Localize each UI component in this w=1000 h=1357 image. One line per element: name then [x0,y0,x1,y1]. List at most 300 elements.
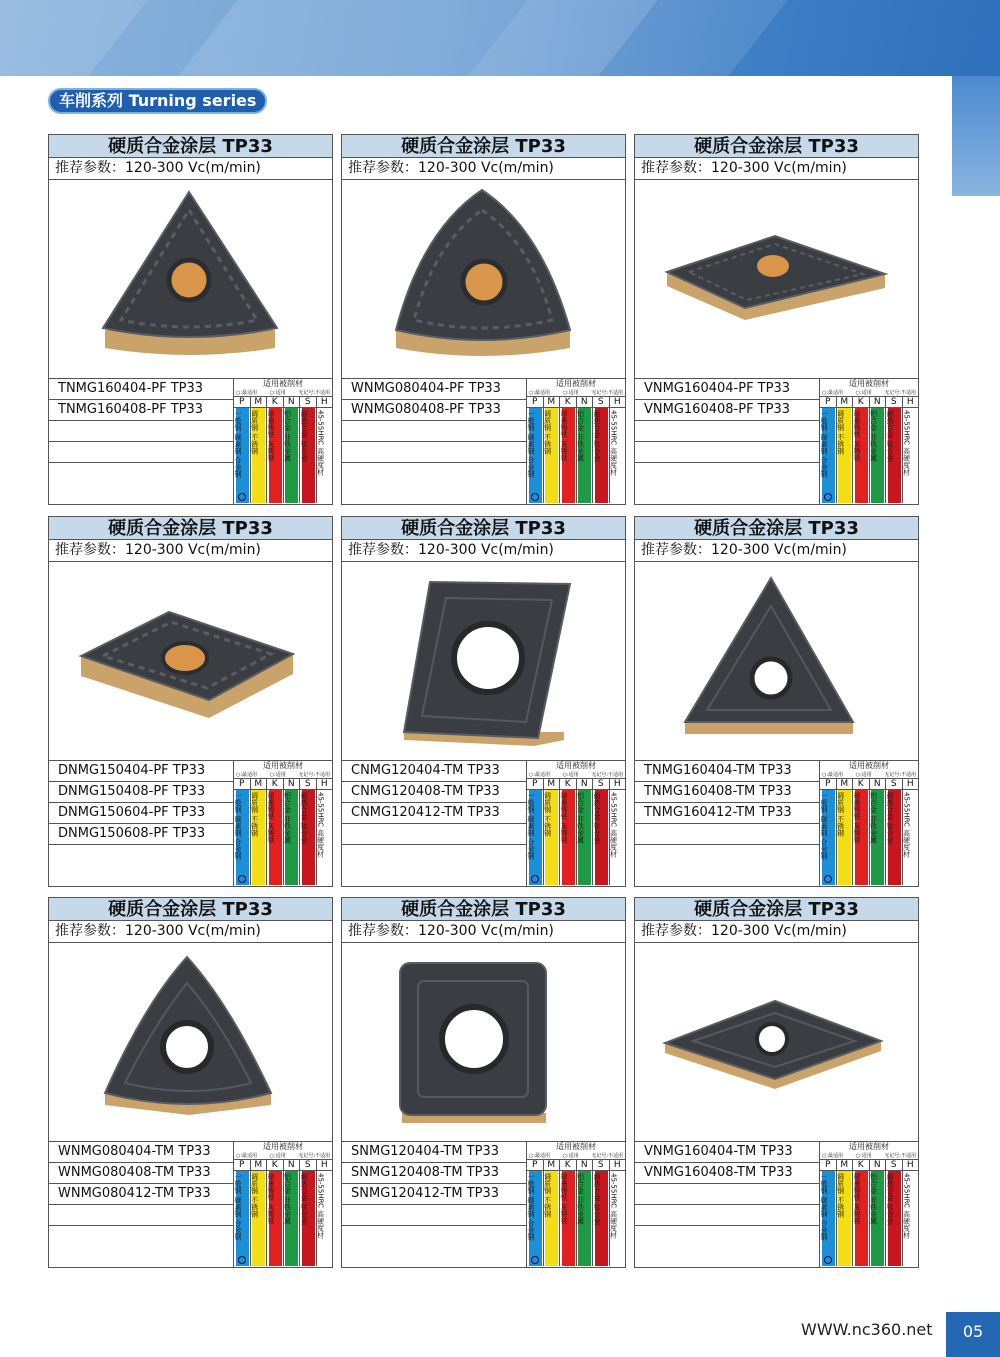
material-desc: 钛合金 [593,440,601,462]
material-desc: 钛合金 [886,1203,894,1225]
material-text [593,408,601,503]
material-text [267,790,275,885]
material-code: M [544,1160,560,1171]
material-heading: 适用被削材 [556,761,596,770]
material-col-s [593,397,610,503]
material-col-p [234,1160,251,1266]
material-table [234,378,332,504]
material-pre: 一般钢 [234,1173,242,1194]
material-pre: 45-55HRC [316,792,325,828]
material-pre: 球墨铸铁 [267,410,275,438]
material-desc: 碳素钢 合金钢 [527,433,535,478]
model-row [342,845,526,866]
material-code: S [886,1160,902,1171]
suitability-mark [238,875,246,883]
material-text [317,790,325,885]
panel-title: 硬质合金涂层 TP33 [342,517,625,540]
model-row: SNMG120404-TM TP33 [342,1142,526,1163]
suitability-mark [531,875,539,883]
material-text [886,1171,894,1266]
model-list [342,1141,527,1267]
material-legend [820,1152,918,1160]
material-pre: 调质钢 [836,410,845,431]
model-row [49,1205,233,1226]
material-code: M [837,779,853,790]
material-col-n [577,397,594,503]
material-pre: 铝合金 [283,410,292,431]
material-desc: 不锈钢 [836,433,845,455]
model-list [49,378,234,504]
material-col-k [853,397,870,503]
material-col-p [234,779,251,885]
material-code: S [593,397,609,408]
material-text [284,1171,292,1266]
material-col-s [593,1160,610,1266]
material-heading: 适用被削材 [263,379,303,388]
material-code: S [300,1160,316,1171]
model-list [49,760,234,886]
material-desc: 碳素钢 合金钢 [820,815,828,860]
material-desc: 非铁金属 [869,433,878,462]
material-code: P [234,779,250,790]
material-pre: 铝合金 [283,1173,292,1194]
legend-item: ○:最适用 [822,772,844,778]
suitability-mark [824,493,832,501]
material-text [251,1171,259,1266]
material-pre: 一般钢 [527,410,535,431]
material-text [560,408,568,503]
material-text [234,1171,242,1266]
material-col-k [560,1160,577,1266]
material-desc: 碳素钢 合金钢 [527,815,535,860]
model-row: VNMG160408-TM TP33 [635,1163,819,1184]
insert-image [635,943,918,1141]
model-row: CNMG120404-TM TP33 [342,761,526,782]
material-col-s [593,779,610,885]
legend-item: ○:适用 [855,390,872,396]
legend-item: ○:最适用 [822,1153,844,1159]
material-desc: 钛合金 [300,1203,308,1225]
legend-item: 无记号:不适用 [591,772,623,778]
product-panel [341,897,626,1268]
material-legend [527,1152,625,1160]
material-pre: 一般钢 [820,792,828,813]
material-code: M [837,397,853,408]
material-heading: 适用被削材 [849,761,889,770]
material-desc: 灰铸铁 [853,822,861,844]
legend-item: 无记号:不适用 [884,1153,916,1159]
model-row: TNMG160404-PF TP33 [49,379,233,400]
material-code: S [593,1160,609,1171]
model-row [49,463,233,484]
material-pre: 球墨铸铁 [560,792,568,820]
material-pre: 一般钢 [527,792,535,813]
legend-item: ○:适用 [269,772,286,778]
material-code: P [820,779,836,790]
product-panel [634,897,919,1268]
material-text [300,790,308,885]
material-col-h [317,779,333,885]
material-pre: 铝合金 [869,792,878,813]
material-col-h [903,779,919,885]
material-code: K [267,397,283,408]
material-col-s [300,397,317,503]
panel-params: 推荐参数：120-300 Vc(m/min) [342,921,625,943]
model-row: DNMG150604-PF TP33 [49,803,233,824]
model-row [49,845,233,866]
material-desc: 高硬度材 [902,447,911,476]
material-code: S [593,779,609,790]
legend-item: 无记号:不适用 [884,390,916,396]
material-text [527,408,535,503]
panel-params: 推荐参数：120-300 Vc(m/min) [342,540,625,562]
material-table [820,378,918,504]
model-row [49,442,233,463]
legend-item: ○:最适用 [529,1153,551,1159]
panel-title: 硬质合金涂层 TP33 [342,135,625,158]
legend-item: ○:适用 [269,1153,286,1159]
material-pre: 调质钢 [250,410,259,431]
legend-item: ○:最适用 [236,390,258,396]
material-pre: 45-55HRC [902,792,911,828]
material-desc: 钛合金 [300,440,308,462]
panel-title: 硬质合金涂层 TP33 [49,135,332,158]
material-code: S [886,779,902,790]
material-code: M [251,779,267,790]
model-row [342,421,526,442]
material-desc: 碳素钢 合金钢 [234,433,242,478]
material-text [820,408,828,503]
panel-title: 硬质合金涂层 TP33 [342,898,625,921]
material-col-n [870,779,887,885]
material-col-s [300,779,317,885]
model-row [49,1226,233,1247]
material-col-h [317,397,333,503]
material-col-p [820,779,837,885]
material-table [820,760,918,886]
material-col-s [886,397,903,503]
material-pre: 45-55HRC [316,410,325,446]
material-col-k [267,1160,284,1266]
material-pre: 铝合金 [576,792,585,813]
panel-title: 硬质合金涂层 TP33 [635,135,918,158]
model-list [635,760,820,886]
material-col-h [903,397,919,503]
material-text [251,790,259,885]
side-accent [952,76,1000,196]
model-row: TNMG160408-TM TP33 [635,782,819,803]
material-col-p [527,397,544,503]
material-text [610,1171,618,1266]
material-text [317,1171,325,1266]
material-pre: 调质钢 [543,410,552,431]
material-col-h [610,779,626,885]
material-text [284,408,292,503]
material-pre: 球墨铸铁 [560,410,568,438]
suitability-mark [531,493,539,501]
material-code: N [870,397,886,408]
material-heading: 适用被削材 [556,379,596,388]
model-row [635,1184,819,1205]
material-legend [820,389,918,397]
material-text [837,408,845,503]
legend-item: ○:适用 [562,1153,579,1159]
material-col-n [870,397,887,503]
model-row: VNMG160408-PF TP33 [635,400,819,421]
material-desc: 不锈钢 [836,1196,845,1218]
material-code: K [853,397,869,408]
material-text [593,1171,601,1266]
material-desc: 不锈钢 [836,815,845,837]
material-code: K [560,397,576,408]
model-row: DNMG150408-PF TP33 [49,782,233,803]
legend-item: 无记号:不适用 [884,772,916,778]
legend-item: 无记号:不适用 [298,772,330,778]
material-desc: 钛合金 [593,1203,601,1225]
material-pre: 一般钢 [527,1173,535,1194]
material-pre: 铝合金 [576,410,585,431]
material-pre: 45-55HRC [316,1173,325,1209]
material-col-m [251,779,268,885]
material-text [903,1171,911,1266]
material-desc: 非铁金属 [576,433,585,462]
material-desc: 不锈钢 [250,433,259,455]
suitability-mark [824,1256,832,1264]
material-code: N [577,397,593,408]
material-col-p [820,397,837,503]
material-table [234,760,332,886]
material-desc: 钛合金 [300,822,308,844]
model-row [635,1226,819,1247]
model-row: SNMG120412-TM TP33 [342,1184,526,1205]
material-text [903,790,911,885]
material-text [317,408,325,503]
model-row [49,421,233,442]
material-text [577,790,585,885]
material-pre: 45-55HRC [609,1173,618,1209]
material-legend [234,771,332,779]
material-desc: 非铁金属 [576,815,585,844]
legend-item: ○:适用 [855,1153,872,1159]
material-code: S [886,397,902,408]
material-col-h [903,1160,919,1266]
material-text [251,408,259,503]
model-row: DNMG150608-PF TP33 [49,824,233,845]
product-panel [48,134,333,505]
material-pre: 45-55HRC [902,410,911,446]
panel-params: 推荐参数：120-300 Vc(m/min) [635,158,918,180]
material-pre: 耐热合金 [300,410,308,438]
material-code: N [284,397,300,408]
material-text [886,408,894,503]
material-text [577,1171,585,1266]
panel-params: 推荐参数：120-300 Vc(m/min) [342,158,625,180]
material-desc: 高硬度材 [609,1210,618,1239]
material-table [527,760,625,886]
product-panel [634,516,919,887]
material-code: K [560,779,576,790]
material-code: P [820,1160,836,1171]
material-col-m [544,779,561,885]
model-row: WNMG080408-PF TP33 [342,400,526,421]
suitability-mark [531,1256,539,1264]
panel-params: 推荐参数：120-300 Vc(m/min) [635,540,918,562]
material-pre: 调质钢 [836,1173,845,1194]
material-desc: 钛合金 [886,822,894,844]
material-desc: 高硬度材 [902,829,911,858]
material-table [527,378,625,504]
material-code: H [317,779,333,790]
material-legend [234,389,332,397]
material-text [886,790,894,885]
model-row [635,463,819,484]
material-text [610,408,618,503]
panel-title: 硬质合金涂层 TP33 [49,517,332,540]
material-desc: 碳素钢 合金钢 [234,815,242,860]
material-text [527,1171,535,1266]
material-heading: 适用被削材 [849,1142,889,1151]
material-text [820,1171,828,1266]
material-pre: 45-55HRC [609,410,618,446]
material-pre: 耐热合金 [886,792,894,820]
model-row: TNMG160412-TM TP33 [635,803,819,824]
material-text [837,1171,845,1266]
material-pre: 铝合金 [869,410,878,431]
material-desc: 非铁金属 [869,815,878,844]
panel-params: 推荐参数：120-300 Vc(m/min) [49,158,332,180]
material-heading: 适用被削材 [263,761,303,770]
header-banner [0,0,1000,76]
model-row: VNMG160404-PF TP33 [635,379,819,400]
suitability-mark [824,875,832,883]
material-col-h [317,1160,333,1266]
legend-item: ○:最适用 [529,772,551,778]
material-text [870,790,878,885]
panel-params: 推荐参数：120-300 Vc(m/min) [49,540,332,562]
material-legend [527,771,625,779]
material-desc: 高硬度材 [609,829,618,858]
legend-item: 无记号:不适用 [591,1153,623,1159]
material-col-n [284,397,301,503]
material-pre: 球墨铸铁 [267,1173,275,1201]
panel-params: 推荐参数：120-300 Vc(m/min) [49,921,332,943]
model-row [342,824,526,845]
material-text [870,408,878,503]
material-code: K [267,779,283,790]
legend-item: 无记号:不适用 [298,1153,330,1159]
material-desc: 碳素钢 合金钢 [820,1196,828,1241]
material-legend [820,771,918,779]
legend-item: 无记号:不适用 [298,390,330,396]
material-text [300,408,308,503]
material-col-p [234,397,251,503]
material-desc: 不锈钢 [543,433,552,455]
material-col-m [837,1160,854,1266]
material-table [234,1141,332,1267]
material-code: P [527,779,543,790]
material-code: S [300,779,316,790]
model-list [635,378,820,504]
material-text [267,1171,275,1266]
material-code: N [284,779,300,790]
material-text [300,1171,308,1266]
material-desc: 灰铸铁 [853,440,861,462]
material-text [820,790,828,885]
product-panel [48,516,333,887]
page-number: 05 [946,1312,1000,1357]
material-col-m [251,1160,268,1266]
material-heading: 适用被削材 [556,1142,596,1151]
material-code: H [317,1160,333,1171]
material-text [544,1171,552,1266]
model-row: WNMG080404-TM TP33 [49,1142,233,1163]
model-list [342,378,527,504]
material-pre: 耐热合金 [300,792,308,820]
legend-item: ○:适用 [562,772,579,778]
material-code: H [610,1160,626,1171]
product-panel [341,134,626,505]
material-desc: 高硬度材 [316,1210,325,1239]
material-pre: 耐热合金 [886,410,894,438]
material-text [853,408,861,503]
material-code: M [251,1160,267,1171]
footer-url[interactable]: WWW.nc360.net [801,1320,933,1339]
material-text [527,790,535,885]
product-panel [48,897,333,1268]
legend-item: ○:适用 [855,772,872,778]
material-desc: 灰铸铁 [560,1203,568,1225]
series-label: 车削系列 Turning series [48,88,267,114]
material-col-k [560,779,577,885]
material-col-p [820,1160,837,1266]
material-col-m [837,779,854,885]
material-code: K [853,1160,869,1171]
material-pre: 耐热合金 [300,1173,308,1201]
material-col-m [544,1160,561,1266]
insert-image [49,562,332,760]
insert-image [635,562,918,760]
model-row [635,824,819,845]
material-text [560,1171,568,1266]
model-row [635,1205,819,1226]
material-code: M [544,397,560,408]
legend-item: ○:最适用 [529,390,551,396]
material-table [820,1141,918,1267]
material-code: H [317,397,333,408]
legend-item: 无记号:不适用 [591,390,623,396]
legend-item: ○:适用 [269,390,286,396]
material-code: N [870,779,886,790]
material-col-m [251,397,268,503]
material-pre: 球墨铸铁 [267,792,275,820]
material-desc: 碳素钢 合金钢 [234,1196,242,1241]
material-code: K [267,1160,283,1171]
material-col-s [886,779,903,885]
material-desc: 不锈钢 [250,1196,259,1218]
material-desc: 非铁金属 [576,1196,585,1225]
suitability-mark [238,493,246,501]
material-col-p [527,779,544,885]
model-row [342,463,526,484]
model-row [342,1226,526,1247]
suitability-mark [238,1256,246,1264]
material-col-p [527,1160,544,1266]
material-text [853,1171,861,1266]
material-pre: 一般钢 [234,792,242,813]
model-list [635,1141,820,1267]
model-row [342,442,526,463]
material-col-h [610,1160,626,1266]
